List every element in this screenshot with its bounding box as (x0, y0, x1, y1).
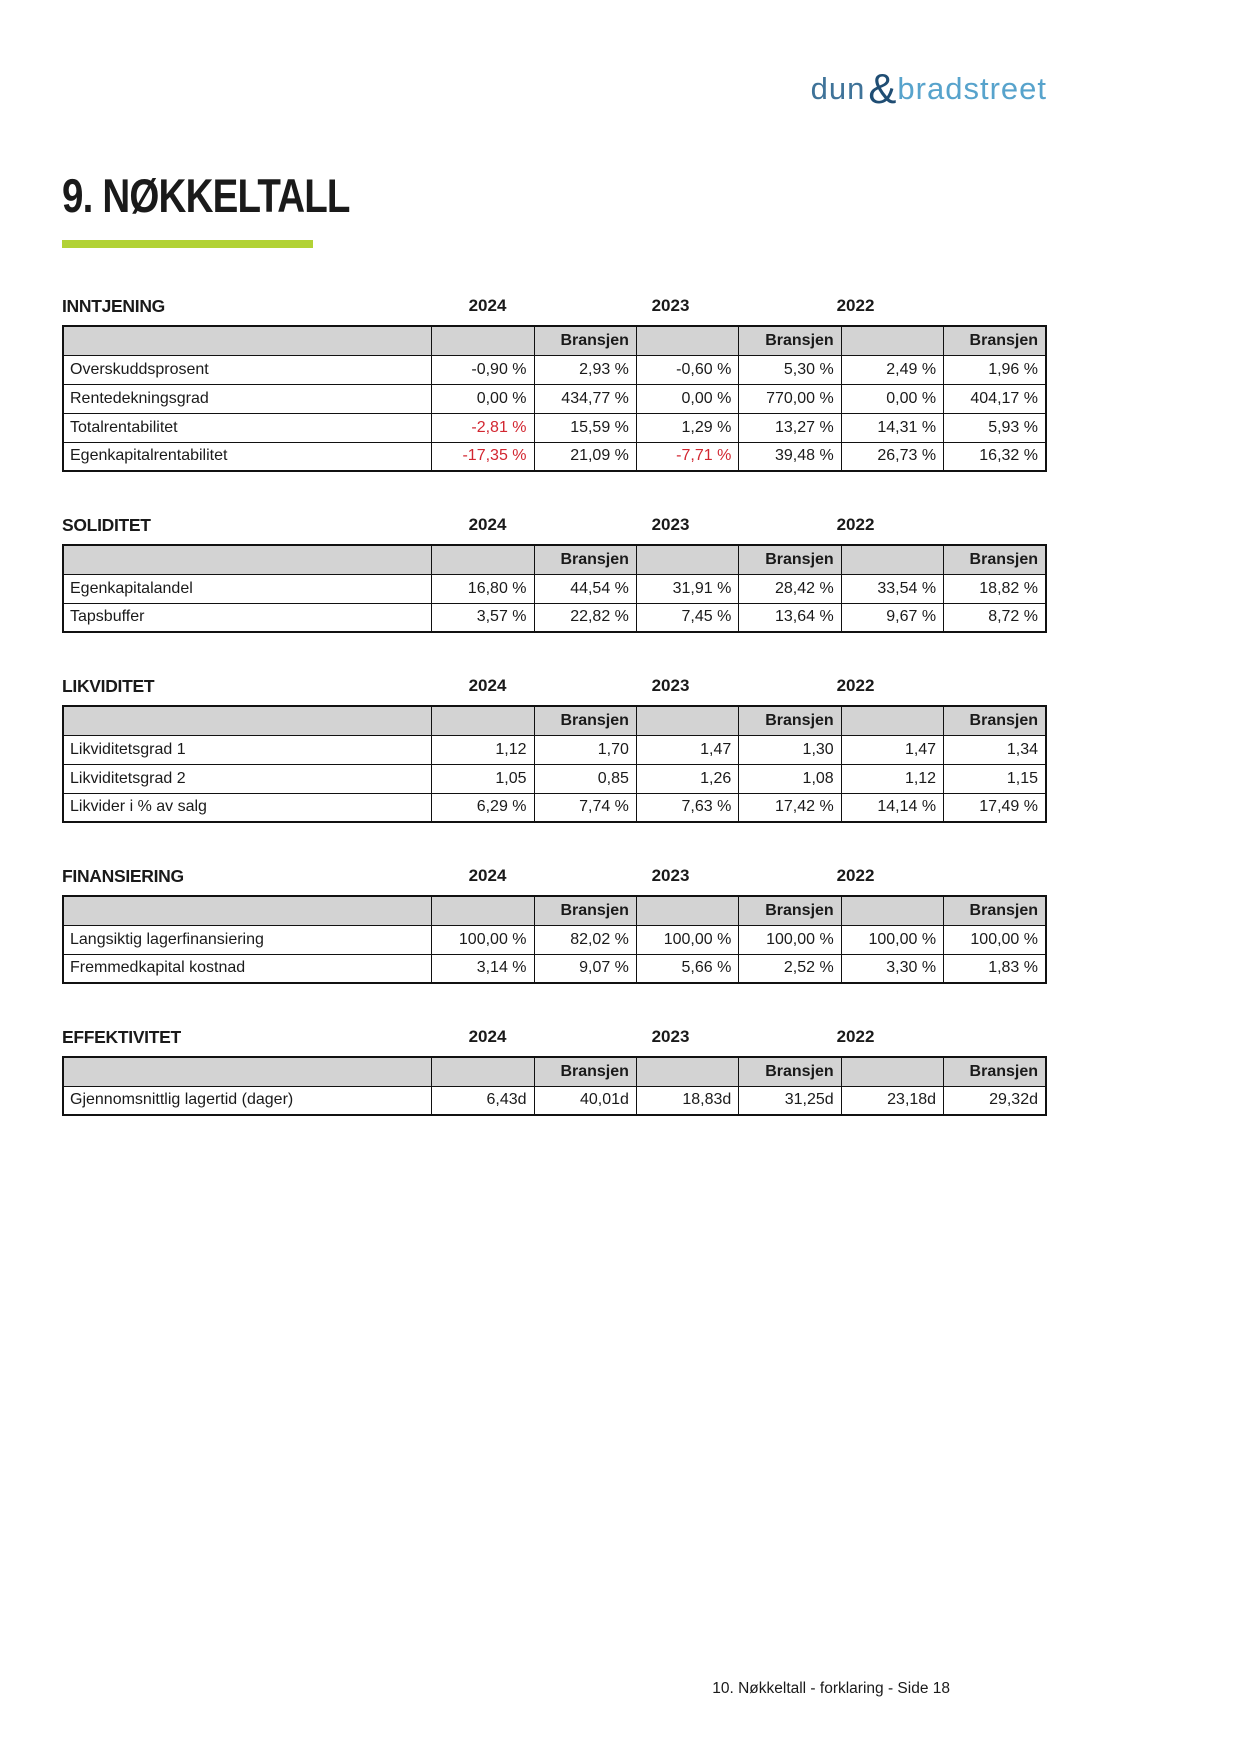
value-cell: 100,00 % (739, 925, 841, 954)
year-label: 2022 (836, 515, 875, 534)
value-cell: 1,47 (636, 735, 738, 764)
table-row (63, 793, 1046, 822)
value-cell: 5,93 % (944, 413, 1046, 442)
value-cell: 13,64 % (739, 603, 841, 632)
key-figures-table (62, 1056, 1047, 1116)
value-cell: 1,15 (944, 764, 1046, 793)
value-cell: -7,71 % (636, 442, 738, 471)
header-empty-cell (63, 706, 432, 735)
value-cell: 1,08 (739, 764, 841, 793)
year-label: 2023 (651, 676, 690, 695)
section-head (62, 296, 1047, 318)
header-empty-cell (636, 326, 738, 355)
value-cell: 40,01d (534, 1086, 636, 1115)
row-label: Egenkapitalandel (63, 574, 432, 603)
page-title: 9. NØKKELTALL (62, 169, 350, 222)
value-cell: 1,26 (636, 764, 738, 793)
value-cell: 0,00 % (432, 384, 534, 413)
table-header-row (63, 545, 1046, 574)
value-cell: 44,54 % (534, 574, 636, 603)
value-cell: 404,17 % (944, 384, 1046, 413)
row-label: Likviditetsgrad 1 (63, 735, 432, 764)
section-title: EFFEKTIVITET (62, 1027, 181, 1047)
header-empty-cell (636, 545, 738, 574)
header-empty-cell (432, 1057, 534, 1086)
year-label: 2024 (468, 515, 507, 534)
value-cell: 1,96 % (944, 355, 1046, 384)
value-cell: 33,54 % (841, 574, 943, 603)
value-cell: 1,47 (841, 735, 943, 764)
table-row (63, 735, 1046, 764)
value-cell: 2,93 % (534, 355, 636, 384)
value-cell: 18,82 % (944, 574, 1046, 603)
value-cell: 1,70 (534, 735, 636, 764)
row-label: Fremmedkapital kostnad (63, 954, 432, 983)
bransjen-header: Bransjen (944, 545, 1046, 574)
key-figures-table (62, 705, 1047, 823)
value-cell: 23,18d (841, 1086, 943, 1115)
key-figures-section (62, 1027, 1047, 1116)
section-title: FINANSIERING (62, 866, 184, 886)
value-cell: 14,14 % (841, 793, 943, 822)
value-cell: 15,59 % (534, 413, 636, 442)
value-cell: 5,66 % (636, 954, 738, 983)
header-empty-cell (636, 706, 738, 735)
value-cell: 0,85 (534, 764, 636, 793)
value-cell: 5,30 % (739, 355, 841, 384)
value-cell: 0,00 % (636, 384, 738, 413)
year-label: 2024 (468, 866, 507, 885)
header-empty-cell (841, 326, 943, 355)
value-cell: 3,30 % (841, 954, 943, 983)
bransjen-header: Bransjen (739, 896, 841, 925)
table-row (63, 384, 1046, 413)
value-cell: 100,00 % (636, 925, 738, 954)
year-label: 2023 (651, 866, 690, 885)
table-body (63, 1086, 1046, 1115)
header-empty-cell (432, 706, 534, 735)
table-body (63, 574, 1046, 632)
bransjen-header: Bransjen (944, 706, 1046, 735)
table-row (63, 413, 1046, 442)
value-cell: 16,80 % (432, 574, 534, 603)
value-cell: 17,42 % (739, 793, 841, 822)
section-title: INNTJENING (62, 296, 165, 316)
table-header-row (63, 1057, 1046, 1086)
row-label: Overskuddsprosent (63, 355, 432, 384)
bransjen-header: Bransjen (944, 1057, 1046, 1086)
value-cell: 17,49 % (944, 793, 1046, 822)
row-label: Totalrentabilitet (63, 413, 432, 442)
section-head (62, 1027, 1047, 1049)
header-empty-cell (432, 545, 534, 574)
value-cell: 1,12 (432, 735, 534, 764)
key-figures-section (62, 866, 1047, 984)
bransjen-header: Bransjen (534, 326, 636, 355)
header-empty-cell (63, 326, 432, 355)
row-label: Rentedekningsgrad (63, 384, 432, 413)
logo-text-bradstreet: bradstreet (897, 71, 1047, 106)
key-figures-table (62, 544, 1047, 633)
year-label: 2024 (468, 676, 507, 695)
header-empty-cell (841, 1057, 943, 1086)
bransjen-header: Bransjen (944, 896, 1046, 925)
row-label: Langsiktig lagerfinansiering (63, 925, 432, 954)
value-cell: 0,00 % (841, 384, 943, 413)
row-label: Tapsbuffer (63, 603, 432, 632)
bransjen-header: Bransjen (739, 1057, 841, 1086)
header-empty-cell (432, 326, 534, 355)
table-header-row (63, 326, 1046, 355)
year-label: 2022 (836, 296, 875, 315)
key-figures-table (62, 325, 1047, 472)
value-cell: 3,14 % (432, 954, 534, 983)
page-footer: 10. Nøkkeltall - forklaring - Side 18 (712, 1680, 950, 1697)
bransjen-header: Bransjen (739, 706, 841, 735)
value-cell: 82,02 % (534, 925, 636, 954)
value-cell: 39,48 % (739, 442, 841, 471)
value-cell: -0,60 % (636, 355, 738, 384)
value-cell: 100,00 % (841, 925, 943, 954)
table-row (63, 925, 1046, 954)
value-cell: 13,27 % (739, 413, 841, 442)
section-head (62, 515, 1047, 537)
table-row (63, 442, 1046, 471)
bransjen-header: Bransjen (534, 896, 636, 925)
bransjen-header: Bransjen (534, 1057, 636, 1086)
value-cell: -2,81 % (432, 413, 534, 442)
header-empty-cell (63, 1057, 432, 1086)
header-empty-cell (432, 896, 534, 925)
value-cell: 9,07 % (534, 954, 636, 983)
table-body (63, 355, 1046, 471)
value-cell: 6,43d (432, 1086, 534, 1115)
value-cell: 100,00 % (944, 925, 1046, 954)
header-empty-cell (841, 545, 943, 574)
table-row (63, 1086, 1046, 1115)
header-empty-cell (63, 896, 432, 925)
value-cell: -17,35 % (432, 442, 534, 471)
key-figures-section (62, 296, 1047, 472)
row-label: Likvider i % av salg (63, 793, 432, 822)
value-cell: 6,29 % (432, 793, 534, 822)
table-row (63, 954, 1046, 983)
year-label: 2022 (836, 676, 875, 695)
year-label: 2022 (836, 866, 875, 885)
value-cell: 16,32 % (944, 442, 1046, 471)
row-label: Egenkapitalrentabilitet (63, 442, 432, 471)
year-label: 2023 (651, 1027, 690, 1046)
table-row (63, 603, 1046, 632)
value-cell: 1,83 % (944, 954, 1046, 983)
key-figures-section (62, 676, 1047, 823)
value-cell: 8,72 % (944, 603, 1046, 632)
value-cell: -0,90 % (432, 355, 534, 384)
year-label: 2022 (836, 1027, 875, 1046)
header-empty-cell (636, 896, 738, 925)
section-title: LIKVIDITET (62, 676, 155, 696)
header-empty-cell (63, 545, 432, 574)
value-cell: 2,52 % (739, 954, 841, 983)
logo-ampersand-icon: & (868, 65, 897, 112)
value-cell: 29,32d (944, 1086, 1046, 1115)
dun-bradstreet-logo (62, 0, 1047, 112)
header-empty-cell (841, 706, 943, 735)
key-figures-section (62, 515, 1047, 633)
value-cell: 26,73 % (841, 442, 943, 471)
value-cell: 3,57 % (432, 603, 534, 632)
value-cell: 2,49 % (841, 355, 943, 384)
title-accent-bar (62, 240, 313, 248)
table-header-row (63, 706, 1046, 735)
value-cell: 1,30 (739, 735, 841, 764)
key-figures-table (62, 895, 1047, 984)
tables-area (62, 296, 1047, 1116)
value-cell: 1,29 % (636, 413, 738, 442)
section-head (62, 676, 1047, 698)
year-label: 2024 (468, 1027, 507, 1046)
section-title: SOLIDITET (62, 515, 151, 535)
value-cell: 1,12 (841, 764, 943, 793)
value-cell: 28,42 % (739, 574, 841, 603)
value-cell: 100,00 % (432, 925, 534, 954)
header-empty-cell (841, 896, 943, 925)
bransjen-header: Bransjen (944, 326, 1046, 355)
table-body (63, 925, 1046, 983)
bransjen-header: Bransjen (534, 545, 636, 574)
logo-text-dun: dun (810, 71, 866, 106)
value-cell: 18,83d (636, 1086, 738, 1115)
year-label: 2024 (468, 296, 507, 315)
value-cell: 434,77 % (534, 384, 636, 413)
value-cell: 7,45 % (636, 603, 738, 632)
bransjen-header: Bransjen (739, 326, 841, 355)
value-cell: 22,82 % (534, 603, 636, 632)
year-label: 2023 (651, 515, 690, 534)
year-label: 2023 (651, 296, 690, 315)
value-cell: 31,91 % (636, 574, 738, 603)
bransjen-header: Bransjen (534, 706, 636, 735)
value-cell: 1,34 (944, 735, 1046, 764)
table-body (63, 735, 1046, 822)
section-head (62, 866, 1047, 888)
value-cell: 1,05 (432, 764, 534, 793)
value-cell: 31,25d (739, 1086, 841, 1115)
table-header-row (63, 896, 1046, 925)
value-cell: 7,74 % (534, 793, 636, 822)
row-label: Gjennomsnittlig lagertid (dager) (63, 1086, 432, 1115)
value-cell: 770,00 % (739, 384, 841, 413)
value-cell: 9,67 % (841, 603, 943, 632)
header-empty-cell (636, 1057, 738, 1086)
table-row (63, 764, 1046, 793)
table-row (63, 355, 1046, 384)
value-cell: 7,63 % (636, 793, 738, 822)
table-row (63, 574, 1046, 603)
value-cell: 14,31 % (841, 413, 943, 442)
row-label: Likviditetsgrad 2 (63, 764, 432, 793)
value-cell: 21,09 % (534, 442, 636, 471)
bransjen-header: Bransjen (739, 545, 841, 574)
